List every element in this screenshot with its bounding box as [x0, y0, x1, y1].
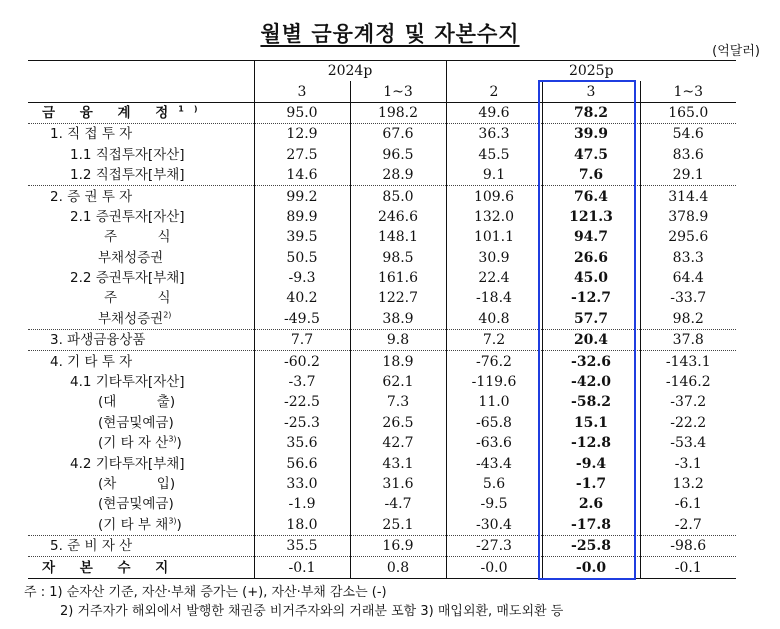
value-cell: 85.0	[350, 186, 446, 207]
value-cell-highlight: -58.2	[542, 392, 640, 412]
row-label: 부채성증권$^{2)}$	[98, 310, 172, 327]
value-cell: -2.7	[640, 515, 736, 536]
value-cell: -49.5	[254, 309, 350, 330]
value-cell: 109.6	[446, 186, 542, 207]
value-cell-highlight: -0.0	[542, 557, 640, 578]
value-cell: 35.6	[254, 433, 350, 453]
value-cell: 49.6	[446, 102, 542, 123]
value-cell-highlight: 121.3	[542, 207, 640, 227]
value-cell: -6.1	[640, 494, 736, 514]
row-label: 자 본 수 지	[28, 557, 254, 578]
value-cell: -1.9	[254, 494, 350, 514]
value-cell-highlight: 78.2	[542, 102, 640, 123]
value-cell-highlight: -32.6	[542, 351, 640, 372]
value-cell: 148.1	[350, 227, 446, 247]
footnote-2: 2) 거주자가 해외에서 발행한 채권중 비거주자와의 거래분 포함 3) 매입외환, 매도외환 등	[60, 604, 564, 619]
value-cell: 67.6	[350, 124, 446, 145]
value-cell: 165.0	[640, 102, 736, 123]
value-cell: 25.1	[350, 515, 446, 536]
value-cell: 43.1	[350, 453, 446, 473]
table-row	[28, 515, 736, 536]
table-row	[28, 165, 736, 186]
row-label: 4.1 기타투자[자산]	[70, 374, 185, 391]
value-cell: 96.5	[350, 145, 446, 165]
header-period: 2	[446, 81, 542, 102]
table-row	[28, 227, 736, 247]
row-label: 부채성증권	[98, 249, 164, 266]
row-label: 2.1 증권투자[자산]	[70, 208, 185, 225]
value-cell: 83.3	[640, 248, 736, 268]
row-label: (대 출)	[98, 394, 176, 411]
value-cell: -9.3	[254, 268, 350, 288]
financial-account-table	[28, 60, 736, 579]
value-cell: -30.4	[446, 515, 542, 536]
value-cell: 39.5	[254, 227, 350, 247]
row-label: 금 융 계 정$^{1)}$	[28, 102, 254, 123]
page-title: 월별 금융계정 및 자본수지	[260, 22, 520, 46]
value-cell: -0.1	[640, 557, 736, 578]
header-period-highlight: 3	[542, 81, 640, 102]
header-year-2025: 2025p	[446, 61, 736, 82]
header-period: 1~3	[640, 81, 736, 102]
table-row	[28, 372, 736, 392]
value-cell: 101.1	[446, 227, 542, 247]
value-cell: 28.9	[350, 165, 446, 186]
value-cell: 36.3	[446, 124, 542, 145]
value-cell: -0.1	[254, 557, 350, 578]
value-cell: 95.0	[254, 102, 350, 123]
row-label: 1. 직 접 투 자	[28, 124, 254, 145]
value-cell: 98.2	[640, 309, 736, 330]
value-cell: 7.7	[254, 330, 350, 351]
value-cell: 50.5	[254, 248, 350, 268]
value-cell: -22.2	[640, 413, 736, 433]
row-label: (기 타 부 채$^{3)}$)	[98, 516, 182, 533]
value-cell: 62.1	[350, 372, 446, 392]
row-label: (현금및예금)	[98, 496, 174, 513]
value-cell: -25.3	[254, 413, 350, 433]
value-cell: -33.7	[640, 288, 736, 308]
header-year-2024: 2024p	[254, 61, 446, 82]
table-row	[28, 433, 736, 453]
value-cell: 38.9	[350, 309, 446, 330]
value-cell: 198.2	[350, 102, 446, 123]
value-cell: 18.9	[350, 351, 446, 372]
table-row	[28, 186, 736, 207]
value-cell: 40.2	[254, 288, 350, 308]
value-cell-highlight: 20.4	[542, 330, 640, 351]
value-cell-highlight: 76.4	[542, 186, 640, 207]
table-row	[28, 145, 736, 165]
value-cell: -0.0	[446, 557, 542, 578]
footnote-marker: 3)	[168, 516, 177, 526]
value-cell: 33.0	[254, 474, 350, 494]
value-cell: -65.8	[446, 413, 542, 433]
row-label: (기 타 자 산$^{3)}$)	[98, 434, 182, 452]
value-cell: 132.0	[446, 207, 542, 227]
value-cell-highlight: 57.7	[542, 309, 640, 330]
header-period: 3	[254, 81, 350, 102]
table-row	[28, 102, 736, 123]
value-cell: -76.2	[446, 351, 542, 372]
value-cell: 22.4	[446, 268, 542, 288]
row-label: 2.2 증권투자[부채]	[70, 270, 185, 287]
header-corner	[28, 61, 254, 82]
value-cell: -98.6	[640, 535, 736, 556]
table-row	[28, 392, 736, 412]
value-cell: 83.6	[640, 145, 736, 165]
value-cell: 378.9	[640, 207, 736, 227]
value-cell-highlight: 26.6	[542, 248, 640, 268]
row-label: 주 식	[104, 290, 171, 307]
value-cell: 12.9	[254, 124, 350, 145]
value-cell-highlight: 2.6	[542, 494, 640, 514]
value-cell: 64.4	[640, 268, 736, 288]
value-cell: 31.6	[350, 474, 446, 494]
value-cell: 7.3	[350, 392, 446, 412]
value-cell: -60.2	[254, 351, 350, 372]
row-label: 주 식	[104, 229, 171, 246]
value-cell: 40.8	[446, 309, 542, 330]
table-row	[28, 453, 736, 473]
value-cell: 14.6	[254, 165, 350, 186]
footnote-marker: 3)	[168, 434, 177, 444]
value-cell: -22.5	[254, 392, 350, 412]
value-cell: 314.4	[640, 186, 736, 207]
value-cell: 16.9	[350, 535, 446, 556]
header-corner-2	[28, 81, 254, 102]
value-cell: -27.3	[446, 535, 542, 556]
value-cell: 295.6	[640, 227, 736, 247]
value-cell-highlight: -42.0	[542, 372, 640, 392]
value-cell-highlight: -1.7	[542, 474, 640, 494]
header-period-row	[28, 81, 736, 102]
value-cell: 99.2	[254, 186, 350, 207]
table-row	[28, 248, 736, 268]
table-row	[28, 494, 736, 514]
value-cell: 98.5	[350, 248, 446, 268]
value-cell: 42.7	[350, 433, 446, 453]
value-cell: 35.5	[254, 535, 350, 556]
value-cell: -119.6	[446, 372, 542, 392]
row-label: 2. 증 권 투 자	[28, 186, 254, 207]
value-cell: 27.5	[254, 145, 350, 165]
value-cell: -3.7	[254, 372, 350, 392]
table-row	[28, 309, 736, 330]
row-label: (차 입)	[98, 476, 176, 492]
table-row	[28, 474, 736, 494]
value-cell: -3.1	[640, 453, 736, 473]
value-cell: -37.2	[640, 392, 736, 412]
value-cell-highlight: 45.0	[542, 268, 640, 288]
value-cell: 18.0	[254, 515, 350, 536]
value-cell: -53.4	[640, 433, 736, 453]
value-cell-highlight: -17.8	[542, 515, 640, 536]
row-label: (현금및예금)	[98, 414, 174, 431]
value-cell: 13.2	[640, 474, 736, 494]
value-cell-highlight: -12.8	[542, 433, 640, 453]
value-cell: 0.8	[350, 557, 446, 578]
value-cell: -143.1	[640, 351, 736, 372]
table-row	[28, 557, 736, 578]
row-label: 4. 기 타 투 자	[28, 351, 254, 372]
value-cell: 11.0	[446, 392, 542, 412]
table-row	[28, 288, 736, 308]
value-cell: 56.6	[254, 453, 350, 473]
value-cell: 7.2	[446, 330, 542, 351]
row-label: 5. 준 비 자 산	[28, 535, 254, 556]
value-cell: 45.5	[446, 145, 542, 165]
value-cell-highlight: 94.7	[542, 227, 640, 247]
value-cell: -63.6	[446, 433, 542, 453]
row-label: 4.2 기타투자[부채]	[70, 455, 185, 472]
value-cell: 9.8	[350, 330, 446, 351]
value-cell: 5.6	[446, 474, 542, 494]
value-cell-highlight: 7.6	[542, 165, 640, 186]
table-row	[28, 351, 736, 372]
table-row	[28, 535, 736, 556]
table-row	[28, 124, 736, 145]
value-cell-highlight: 15.1	[542, 413, 640, 433]
footnote-marker: 2)	[163, 310, 172, 320]
value-cell: 37.8	[640, 330, 736, 351]
value-cell: 161.6	[350, 268, 446, 288]
row-label: 3. 파생금융상품	[28, 330, 254, 351]
table-row	[28, 413, 736, 433]
header-period: 1~3	[350, 81, 446, 102]
value-cell-highlight: -9.4	[542, 453, 640, 473]
value-cell-highlight: -12.7	[542, 288, 640, 308]
unit-label: (억달러)	[712, 44, 760, 59]
header-year-row	[28, 61, 736, 82]
value-cell: 89.9	[254, 207, 350, 227]
value-cell: -43.4	[446, 453, 542, 473]
value-cell: -18.4	[446, 288, 542, 308]
value-cell: -146.2	[640, 372, 736, 392]
value-cell: -4.7	[350, 494, 446, 514]
table-row	[28, 268, 736, 288]
footnote-1: 주 : 1) 순자산 기준, 자산·부채 증가는 (+), 자산·부채 감소는 (-)	[24, 585, 387, 600]
value-cell: -9.5	[446, 494, 542, 514]
value-cell-highlight: 47.5	[542, 145, 640, 165]
row-label: 1.1 직접투자[자산]	[70, 146, 185, 163]
table-row	[28, 330, 736, 351]
value-cell: 9.1	[446, 165, 542, 186]
value-cell-highlight: 39.9	[542, 124, 640, 145]
row-label: 1.2 직접투자[부채]	[70, 167, 185, 184]
value-cell: 26.5	[350, 413, 446, 433]
value-cell: 30.9	[446, 248, 542, 268]
value-cell: 29.1	[640, 165, 736, 186]
value-cell: 54.6	[640, 124, 736, 145]
footnote-marker: 1)	[178, 104, 208, 114]
value-cell: 246.6	[350, 207, 446, 227]
value-cell-highlight: -25.8	[542, 535, 640, 556]
table-row	[28, 207, 736, 227]
value-cell: 122.7	[350, 288, 446, 308]
